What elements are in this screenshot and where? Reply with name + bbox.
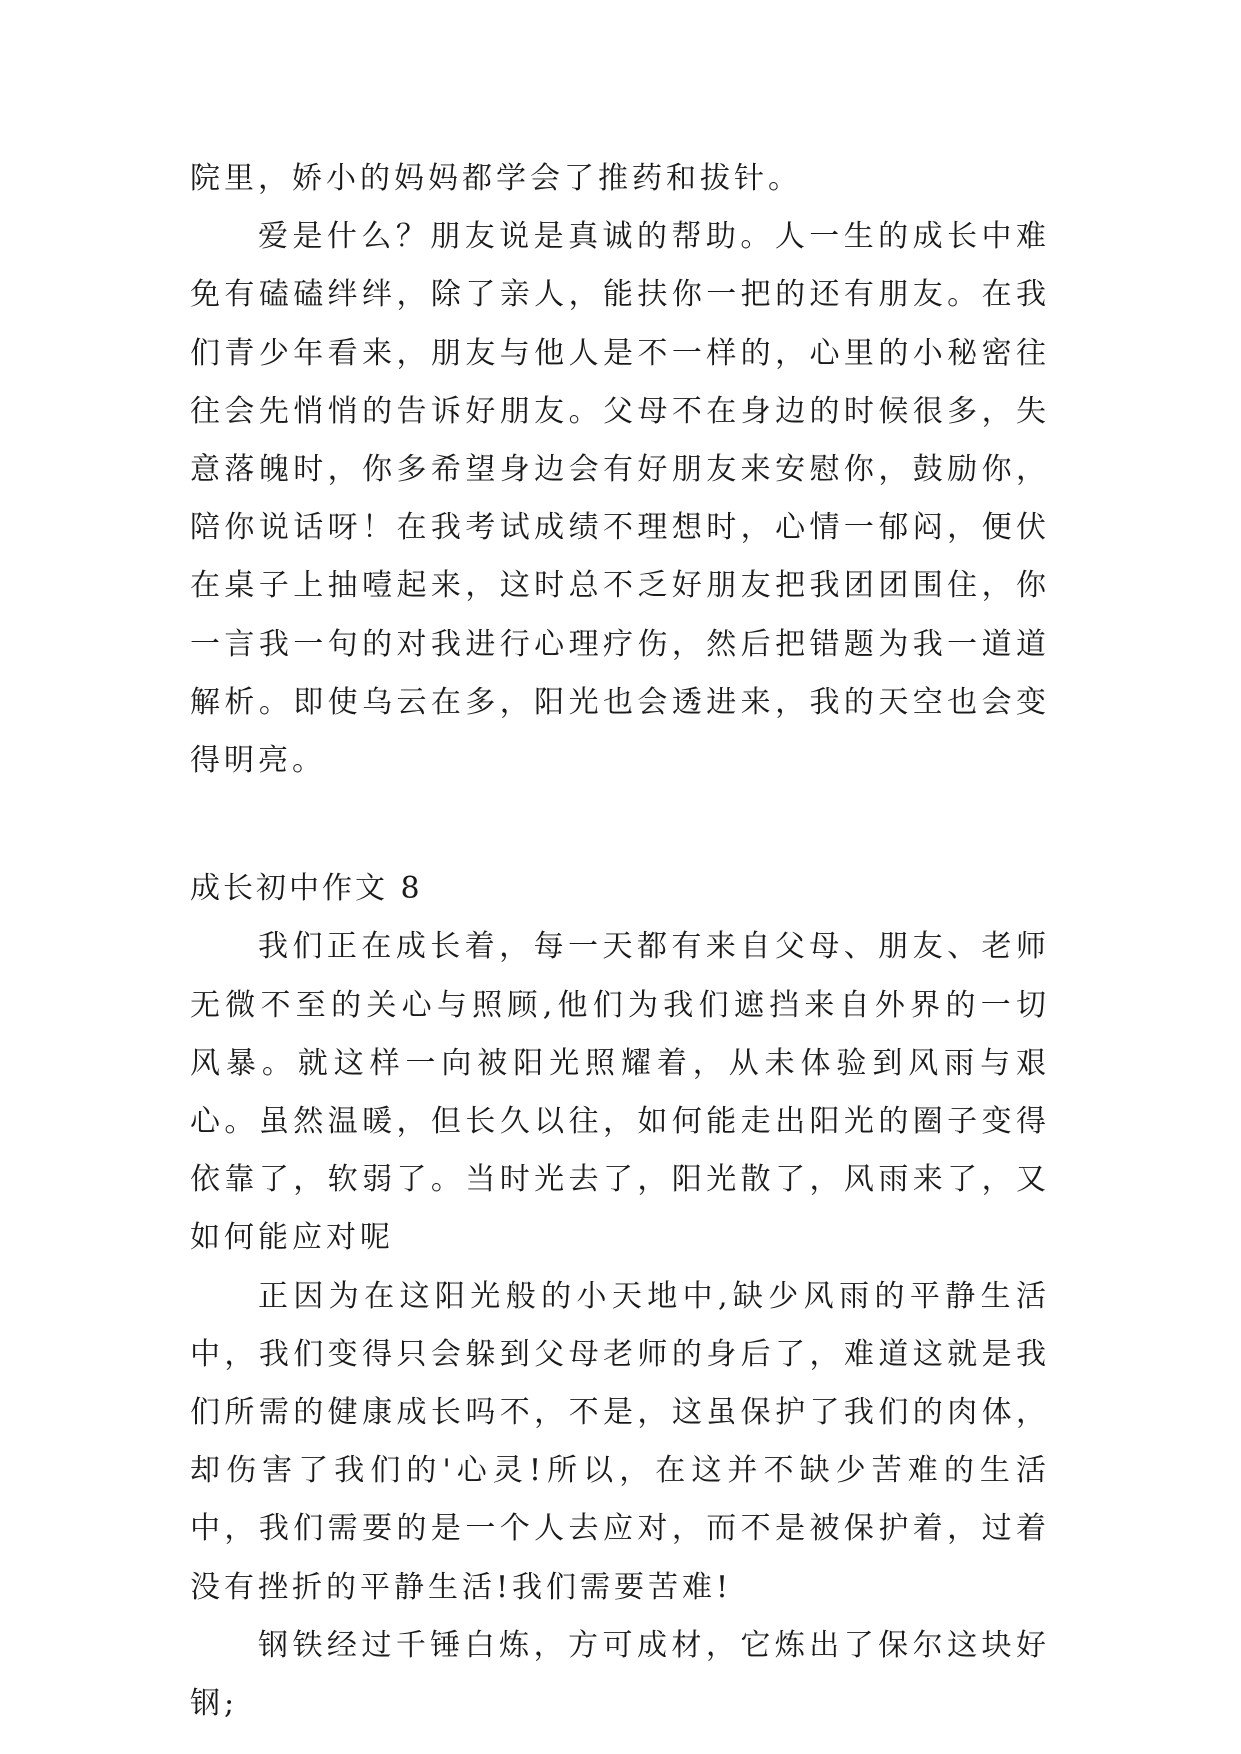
document-page [190,150,1050,1733]
paragraph-friendship: 爱是什么？朋友说是真诚的帮助。人一生的成长中难免有磕磕绊绊，除了亲人，能扶你一把的还有朋友。在我们青少年看来，朋友与他人是不一样的，心里的小秘密往往会先悄悄的告诉好朋友。父母不在身边的时候很多，失意落魄时，你多希望身边会有好朋友来安慰你，鼓励你，陪你说话呀！在我考试成绩不理想时，心情一郁闷，便伏在桌子上抽噎起来，这时总不乏好朋友把我团团围住，你一言我一句的对我进行心理疗伤，然后把错题为我一道道解析。即使乌云在多，阳光也会透进来，我的天空也会变得明亮。 [190,219,1050,779]
paragraph-steel: 钢铁经过千锤白炼，方可成材，它炼出了保尔这块好钢; [190,1627,1050,1722]
section-title: 成长初中作文 8 [190,871,423,907]
paragraph-continuation: 院里，娇小的妈妈都学会了推药和拔针。 [190,161,802,196]
section-spacer [190,790,1050,860]
paragraph-hardship: 正因为在这阳光般的小天地中,缺少风雨的平静生活中，我们变得只会躲到父母老师的身后了，难道这就是我们所需的健康成长吗不，不是，这虽保护了我们的肉体，却伤害了我们的'心灵!所以，在这并不缺少苦难的生活中，我们需要的是一个人去应对，而不是被保护着，过着没有挫折的平静生活!我们需要苦难! [190,1278,1050,1605]
paragraph-growing: 我们正在成长着，每一天都有来自父母、朋友、老师无微不至的关心与照顾,他们为我们遮挡来自外界的一切风暴。就这样一向被阳光照耀着，从未体验到风雨与艰心。虽然温暖，但长久以往，如何能走出阳光的圈子变得依靠了，软弱了。当时光去了，阳光散了，风雨来了，又如何能应对呢 [190,929,1050,1256]
